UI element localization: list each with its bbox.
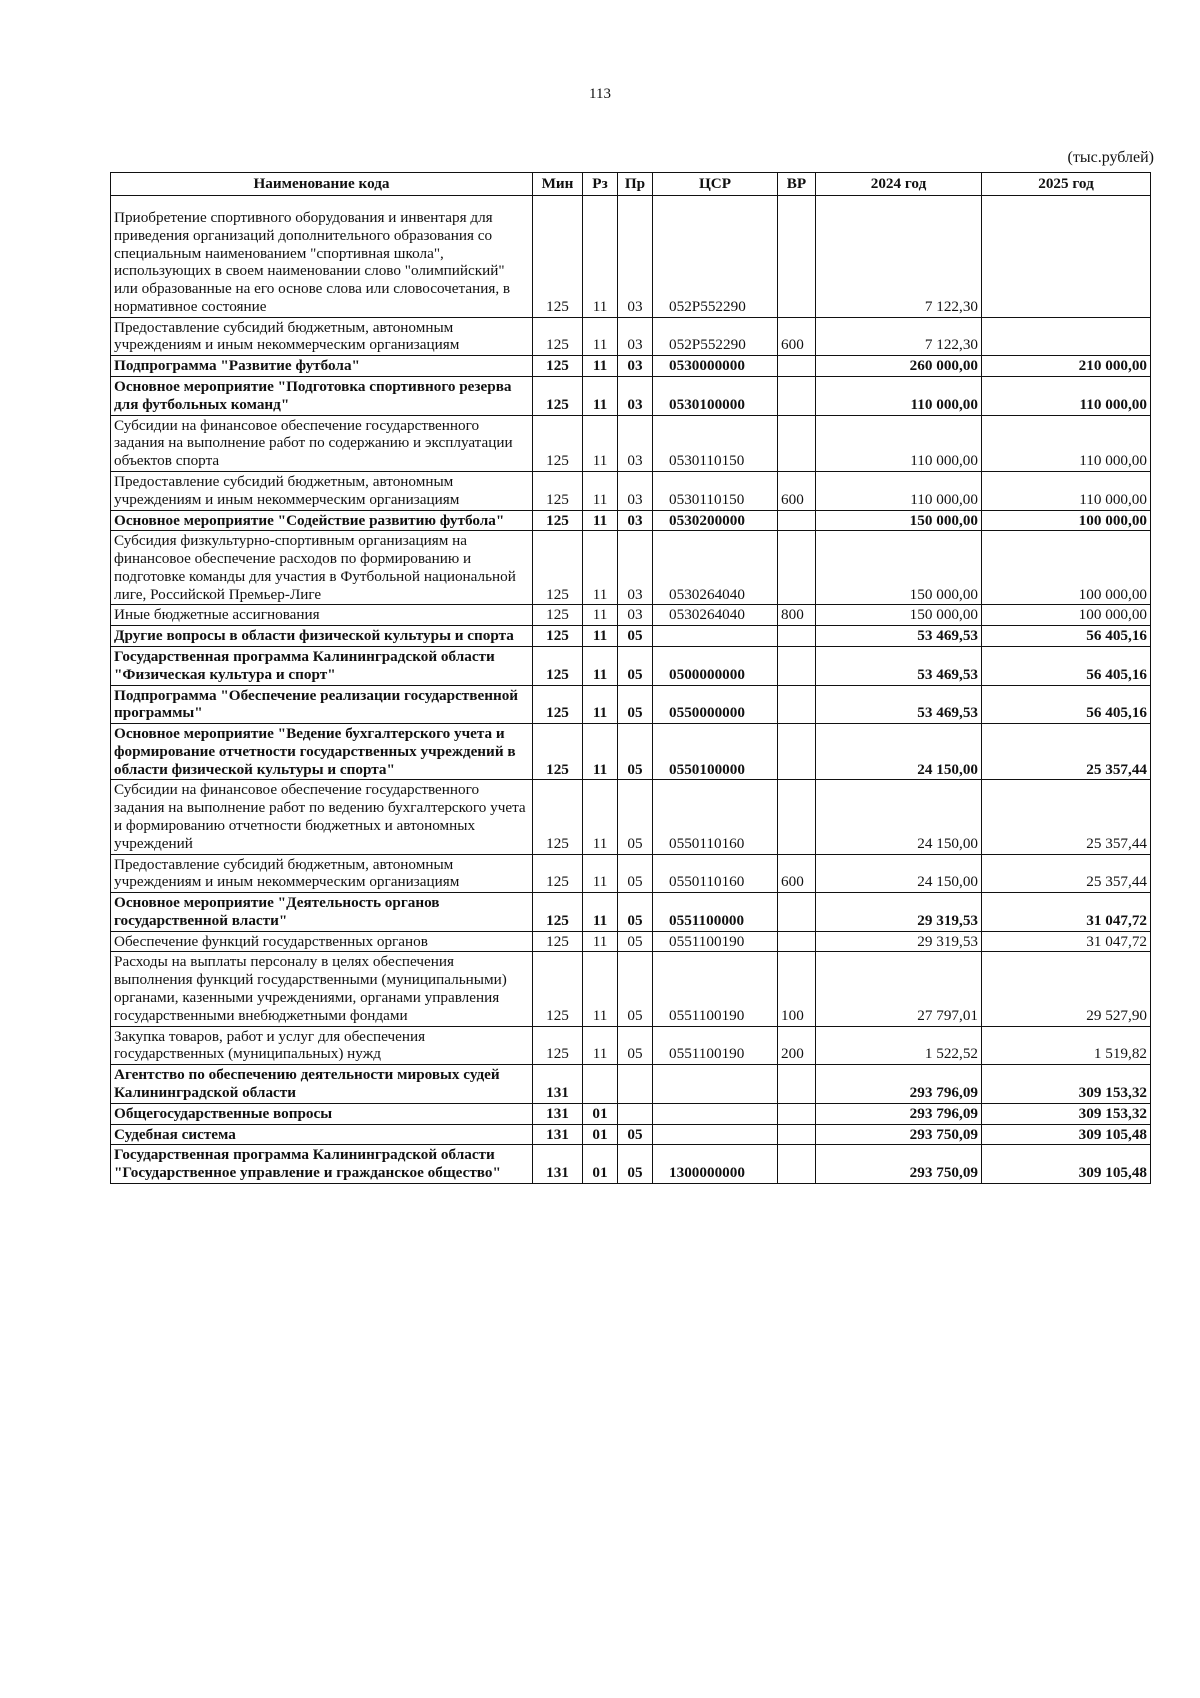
cell-name: Судебная система — [111, 1124, 533, 1145]
cell-rz: 11 — [583, 356, 618, 377]
col-header-csr: ЦСР — [653, 173, 778, 196]
cell-2025: 1 519,82 — [982, 1026, 1151, 1065]
cell-2024: 150 000,00 — [816, 605, 982, 626]
cell-2025: 25 357,44 — [982, 854, 1151, 893]
cell-csr — [653, 1124, 778, 1145]
cell-vr — [778, 208, 816, 317]
cell-rz — [583, 1065, 618, 1104]
cell-pr: 05 — [618, 724, 653, 780]
table-header-row — [111, 173, 1151, 196]
col-header-vr: ВР — [778, 173, 816, 196]
cell-2025: 31 047,72 — [982, 893, 1151, 932]
cell-2024: 150 000,00 — [816, 510, 982, 531]
cell-rz: 11 — [583, 377, 618, 416]
table-row — [111, 780, 1151, 854]
table-row — [111, 356, 1151, 377]
cell-2025: 110 000,00 — [982, 471, 1151, 510]
cell-2025: 25 357,44 — [982, 724, 1151, 780]
cell-vr — [778, 646, 816, 685]
cell-2025: 31 047,72 — [982, 931, 1151, 952]
cell-min: 131 — [533, 1124, 583, 1145]
cell-vr — [778, 1145, 816, 1184]
table-row — [111, 605, 1151, 626]
cell-vr — [778, 685, 816, 724]
cell-pr: 05 — [618, 1124, 653, 1145]
cell-min: 125 — [533, 1026, 583, 1065]
cell-name: Основное мероприятие "Ведение бухгалтерского учета и формирование отчетности государственных учреждений в области физической культуры и спорта" — [111, 724, 533, 780]
cell-vr: 800 — [778, 605, 816, 626]
cell-pr — [618, 1103, 653, 1124]
cell-name: Подпрограмма "Развитие футбола" — [111, 356, 533, 377]
cell-2025: 29 527,90 — [982, 952, 1151, 1026]
cell-min: 131 — [533, 1065, 583, 1104]
cell-min: 125 — [533, 724, 583, 780]
cell-2024: 293 796,09 — [816, 1103, 982, 1124]
cell-2024: 110 000,00 — [816, 471, 982, 510]
cell-name: Общегосударственные вопросы — [111, 1103, 533, 1124]
cell-min: 125 — [533, 931, 583, 952]
cell-csr: 0530110150 — [653, 471, 778, 510]
cell-pr: 03 — [618, 415, 653, 471]
cell-2025: 100 000,00 — [982, 531, 1151, 605]
cell-vr — [778, 377, 816, 416]
cell-rz: 11 — [583, 208, 618, 317]
cell-csr — [653, 1103, 778, 1124]
cell-csr: 0551100190 — [653, 931, 778, 952]
cell-pr: 05 — [618, 685, 653, 724]
cell-csr: 0550110160 — [653, 780, 778, 854]
table-row — [111, 1026, 1151, 1065]
cell-csr: 0530000000 — [653, 356, 778, 377]
cell-rz: 11 — [583, 317, 618, 356]
cell-2024: 7 122,30 — [816, 317, 982, 356]
table-row — [111, 646, 1151, 685]
col-header-rz: Рз — [583, 173, 618, 196]
cell-vr: 100 — [778, 952, 816, 1026]
cell-csr: 0530100000 — [653, 377, 778, 416]
cell-name: Другие вопросы в области физической культуры и спорта — [111, 626, 533, 647]
cell-min: 125 — [533, 605, 583, 626]
cell-pr: 05 — [618, 893, 653, 932]
table-row — [111, 1103, 1151, 1124]
cell-min: 125 — [533, 780, 583, 854]
cell-2025: 56 405,16 — [982, 646, 1151, 685]
units-label: (тыс.рублей) — [1067, 149, 1154, 166]
cell-pr: 03 — [618, 377, 653, 416]
cell-pr: 03 — [618, 471, 653, 510]
cell-rz: 11 — [583, 724, 618, 780]
cell-pr: 03 — [618, 208, 653, 317]
cell-vr: 600 — [778, 317, 816, 356]
cell-name: Предоставление субсидий бюджетным, автономным учреждениям и иным некоммерческим организациям — [111, 317, 533, 356]
cell-vr: 600 — [778, 854, 816, 893]
cell-rz: 11 — [583, 626, 618, 647]
cell-min: 125 — [533, 510, 583, 531]
cell-vr: 600 — [778, 471, 816, 510]
page-number: 113 — [589, 86, 611, 102]
spacer-row — [111, 196, 1151, 209]
cell-2025: 309 105,48 — [982, 1145, 1151, 1184]
cell-rz: 01 — [583, 1124, 618, 1145]
table-row — [111, 893, 1151, 932]
cell-rz: 11 — [583, 605, 618, 626]
cell-min: 131 — [533, 1103, 583, 1124]
cell-2024: 7 122,30 — [816, 208, 982, 317]
cell-name: Приобретение спортивного оборудования и инвентаря для приведения организаций дополнительного образования со специальным наименованием "спортивная школа", использующих в своем наименовании слово "олимпийский" или образованные на его основе слова или словосочетания, в нормативное состояние — [111, 208, 533, 317]
table-row — [111, 1124, 1151, 1145]
cell-vr — [778, 724, 816, 780]
cell-csr: 0551100190 — [653, 952, 778, 1026]
cell-2025: 56 405,16 — [982, 685, 1151, 724]
cell-min: 125 — [533, 208, 583, 317]
cell-2025: 309 153,32 — [982, 1103, 1151, 1124]
cell-pr: 05 — [618, 626, 653, 647]
cell-vr — [778, 510, 816, 531]
cell-rz: 11 — [583, 1026, 618, 1065]
col-header-2025: 2025 год — [982, 173, 1151, 196]
cell-2025: 110 000,00 — [982, 377, 1151, 416]
cell-2024: 293 750,09 — [816, 1124, 982, 1145]
cell-2025: 210 000,00 — [982, 356, 1151, 377]
cell-csr: 0500000000 — [653, 646, 778, 685]
cell-rz: 11 — [583, 510, 618, 531]
col-header-name: Наименование кода — [111, 173, 533, 196]
cell-name: Субсидии на финансовое обеспечение государственного задания на выполнение работ по содержанию и эксплуатации объектов спорта — [111, 415, 533, 471]
cell-pr: 05 — [618, 952, 653, 1026]
cell-name: Обеспечение функций государственных органов — [111, 931, 533, 952]
cell-pr: 05 — [618, 854, 653, 893]
cell-pr: 05 — [618, 646, 653, 685]
table-row — [111, 854, 1151, 893]
cell-2024: 110 000,00 — [816, 377, 982, 416]
cell-csr: 052P552290 — [653, 208, 778, 317]
cell-2024: 110 000,00 — [816, 415, 982, 471]
cell-2025: 100 000,00 — [982, 605, 1151, 626]
cell-2024: 293 796,09 — [816, 1065, 982, 1104]
cell-csr: 052P552290 — [653, 317, 778, 356]
cell-pr: 05 — [618, 780, 653, 854]
table-row — [111, 931, 1151, 952]
cell-csr: 0530264040 — [653, 605, 778, 626]
cell-pr: 03 — [618, 531, 653, 605]
cell-rz: 11 — [583, 415, 618, 471]
cell-min: 131 — [533, 1145, 583, 1184]
cell-vr — [778, 780, 816, 854]
cell-vr — [778, 931, 816, 952]
cell-vr — [778, 356, 816, 377]
cell-min: 125 — [533, 893, 583, 932]
cell-pr: 05 — [618, 1026, 653, 1065]
cell-name: Государственная программа Калининградской области "Государственное управление и гражданское общество" — [111, 1145, 533, 1184]
cell-name: Субсидия физкультурно-спортивным организациям на финансовое обеспечение расходов по формированию и подготовке команды для участия в Футбольной национальной лиге, Российской Премьер-Лиге — [111, 531, 533, 605]
cell-csr: 0550100000 — [653, 724, 778, 780]
table-body — [111, 196, 1151, 1184]
cell-pr: 03 — [618, 356, 653, 377]
cell-min: 125 — [533, 471, 583, 510]
cell-pr: 03 — [618, 317, 653, 356]
cell-pr: 05 — [618, 1145, 653, 1184]
cell-name: Иные бюджетные ассигнования — [111, 605, 533, 626]
cell-csr: 0530110150 — [653, 415, 778, 471]
table-row — [111, 377, 1151, 416]
cell-csr: 0550110160 — [653, 854, 778, 893]
cell-min: 125 — [533, 377, 583, 416]
table-row — [111, 952, 1151, 1026]
cell-rz: 11 — [583, 685, 618, 724]
cell-2025: 110 000,00 — [982, 415, 1151, 471]
cell-2024: 24 150,00 — [816, 724, 982, 780]
cell-2024: 29 319,53 — [816, 893, 982, 932]
cell-pr: 03 — [618, 605, 653, 626]
cell-name: Основное мероприятие "Содействие развитию футбола" — [111, 510, 533, 531]
cell-min: 125 — [533, 317, 583, 356]
table-row — [111, 1145, 1151, 1184]
cell-2025: 100 000,00 — [982, 510, 1151, 531]
cell-csr: 0551100190 — [653, 1026, 778, 1065]
cell-vr — [778, 626, 816, 647]
cell-min: 125 — [533, 356, 583, 377]
cell-min: 125 — [533, 952, 583, 1026]
table-row — [111, 471, 1151, 510]
cell-rz: 11 — [583, 893, 618, 932]
cell-rz: 11 — [583, 854, 618, 893]
cell-2024: 53 469,53 — [816, 626, 982, 647]
cell-rz: 11 — [583, 646, 618, 685]
table-row — [111, 1065, 1151, 1104]
cell-min: 125 — [533, 415, 583, 471]
table-row — [111, 724, 1151, 780]
table-row — [111, 208, 1151, 317]
cell-vr — [778, 1124, 816, 1145]
col-header-min: Мин — [533, 173, 583, 196]
cell-name: Расходы на выплаты персоналу в целях обеспечения выполнения функций государственными (муниципальными) органами, казенными учреждениями, органами управления государственными внебюджетными фондами — [111, 952, 533, 1026]
cell-2025 — [982, 208, 1151, 317]
cell-2024: 27 797,01 — [816, 952, 982, 1026]
cell-2024: 260 000,00 — [816, 356, 982, 377]
cell-min: 125 — [533, 854, 583, 893]
table-row — [111, 415, 1151, 471]
cell-vr — [778, 1065, 816, 1104]
cell-csr — [653, 626, 778, 647]
col-header-2024: 2024 год — [816, 173, 982, 196]
cell-name: Предоставление субсидий бюджетным, автономным учреждениям и иным некоммерческим организациям — [111, 854, 533, 893]
cell-rz: 11 — [583, 531, 618, 605]
cell-rz: 01 — [583, 1145, 618, 1184]
cell-2025: 25 357,44 — [982, 780, 1151, 854]
cell-pr — [618, 1065, 653, 1104]
cell-2024: 150 000,00 — [816, 531, 982, 605]
cell-2024: 53 469,53 — [816, 685, 982, 724]
cell-name: Основное мероприятие "Деятельность органов государственной власти" — [111, 893, 533, 932]
cell-vr: 200 — [778, 1026, 816, 1065]
cell-csr: 0551100000 — [653, 893, 778, 932]
cell-rz: 11 — [583, 471, 618, 510]
cell-vr — [778, 531, 816, 605]
cell-vr — [778, 893, 816, 932]
cell-2024: 29 319,53 — [816, 931, 982, 952]
cell-csr: 0550000000 — [653, 685, 778, 724]
cell-min: 125 — [533, 685, 583, 724]
cell-vr — [778, 415, 816, 471]
cell-2024: 53 469,53 — [816, 646, 982, 685]
cell-rz: 11 — [583, 952, 618, 1026]
cell-pr: 05 — [618, 931, 653, 952]
cell-pr: 03 — [618, 510, 653, 531]
cell-csr: 0530264040 — [653, 531, 778, 605]
cell-2025: 56 405,16 — [982, 626, 1151, 647]
budget-table — [110, 172, 1151, 1184]
cell-2024: 293 750,09 — [816, 1145, 982, 1184]
cell-min: 125 — [533, 646, 583, 685]
table-row — [111, 626, 1151, 647]
cell-rz: 11 — [583, 931, 618, 952]
cell-min: 125 — [533, 531, 583, 605]
cell-name: Основное мероприятие "Подготовка спортивного резерва для футбольных команд" — [111, 377, 533, 416]
cell-name: Предоставление субсидий бюджетным, автономным учреждениям и иным некоммерческим организациям — [111, 471, 533, 510]
cell-name: Государственная программа Калининградской области "Физическая культура и спорт" — [111, 646, 533, 685]
cell-2025 — [982, 317, 1151, 356]
table-row — [111, 510, 1151, 531]
cell-min: 125 — [533, 626, 583, 647]
cell-2024: 24 150,00 — [816, 780, 982, 854]
cell-csr: 0530200000 — [653, 510, 778, 531]
cell-name: Подпрограмма "Обеспечение реализации государственной программы" — [111, 685, 533, 724]
table-row — [111, 531, 1151, 605]
table-row — [111, 317, 1151, 356]
cell-name: Агентство по обеспечению деятельности мировых судей Калининградской области — [111, 1065, 533, 1104]
cell-csr — [653, 1065, 778, 1104]
cell-rz: 01 — [583, 1103, 618, 1124]
cell-2025: 309 153,32 — [982, 1065, 1151, 1104]
col-header-pr: Пр — [618, 173, 653, 196]
table-row — [111, 685, 1151, 724]
cell-rz: 11 — [583, 780, 618, 854]
cell-vr — [778, 1103, 816, 1124]
cell-name: Субсидии на финансовое обеспечение государственного задания на выполнение работ по ведению бухгалтерского учета и формированию отчетности бюджетных и автономных учреждений — [111, 780, 533, 854]
cell-2024: 1 522,52 — [816, 1026, 982, 1065]
cell-name: Закупка товаров, работ и услуг для обеспечения государственных (муниципальных) нужд — [111, 1026, 533, 1065]
cell-2024: 24 150,00 — [816, 854, 982, 893]
cell-2025: 309 105,48 — [982, 1124, 1151, 1145]
cell-csr: 1300000000 — [653, 1145, 778, 1184]
